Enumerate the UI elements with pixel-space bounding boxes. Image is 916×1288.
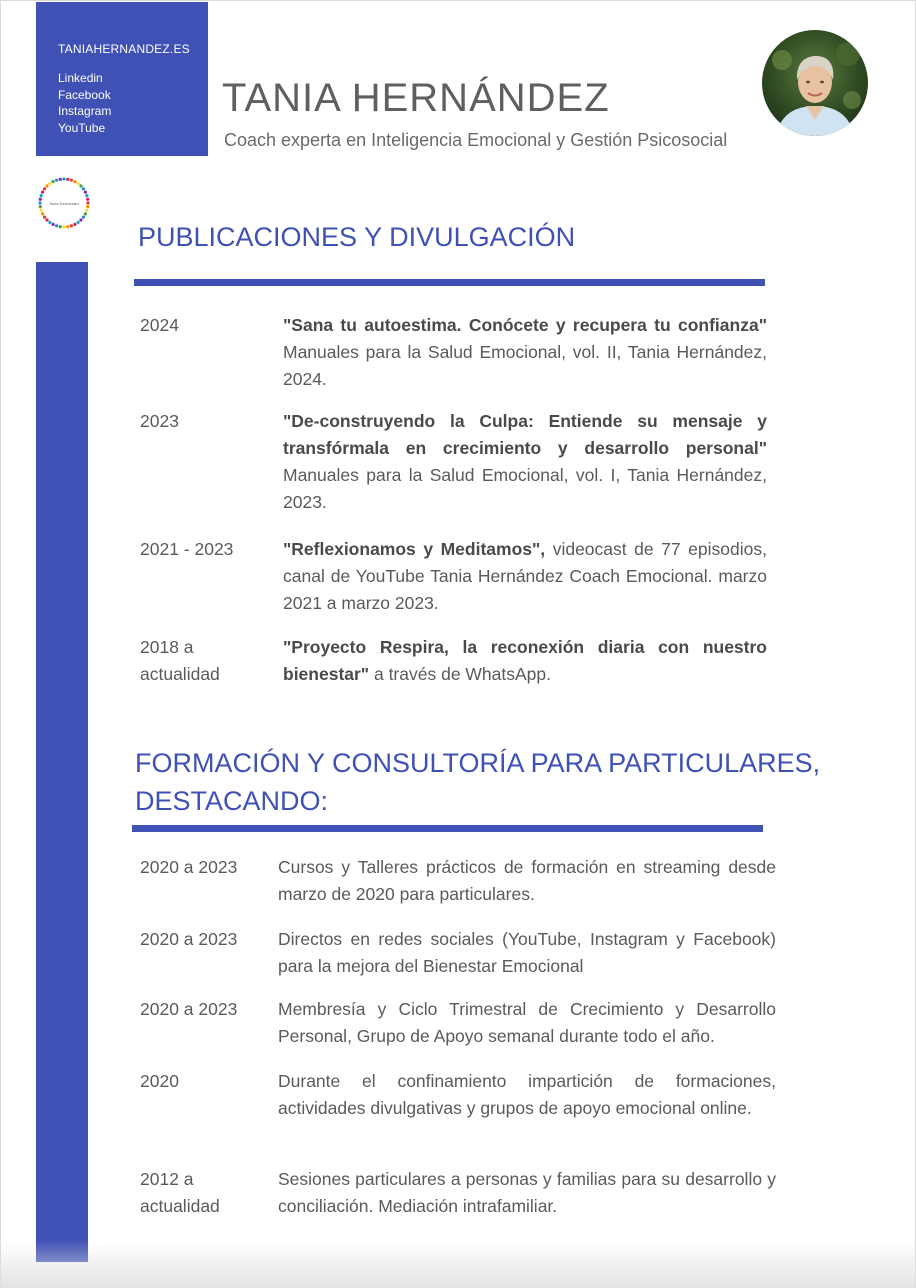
logo-text: Tania Hernández [48, 201, 80, 206]
entry-description: Membresía y Ciclo Trimestral de Crecimiento y Desarrollo Personal, Grupo de Apoyo semanal durante todo el año. [278, 999, 776, 1046]
list-item [0, 854, 916, 910]
logo-dot [84, 212, 87, 215]
logo-dot [85, 209, 88, 212]
entry-description: Durante el confinamiento impartición de formaciones, actividades divulgativas y grupos de apoyo emocional online. [278, 1071, 776, 1118]
entry-detail: videocast de 77 episodios, canal de YouTube Tania Hernández Coach Emocional. marzo 2021 a marzo 2023. [283, 539, 767, 613]
entry-description: Directos en redes sociales (YouTube, Instagram y Facebook) para la mejora del Bienestar Emocional [278, 929, 776, 976]
section-rule [134, 279, 765, 286]
logo-dot [45, 218, 48, 221]
section-title-line: FORMACIÓN Y CONSULTORÍA PARA PARTICULARES, [135, 748, 821, 778]
logo-dot [43, 187, 46, 190]
logo-dot [77, 221, 80, 224]
list-item [0, 1068, 916, 1150]
bottom-shade [0, 1240, 916, 1288]
person-name: TANIA HERNÁNDEZ [222, 76, 610, 120]
logo-dot [62, 225, 65, 228]
logo-dot [39, 198, 42, 201]
logo-dot [82, 187, 85, 190]
logo-dot [45, 184, 48, 187]
logo-dot [86, 205, 89, 208]
brand-logo [36, 175, 92, 231]
entry-year: 2018 a actualidad [140, 637, 220, 684]
logo-dot [52, 223, 55, 226]
logo-dot [48, 221, 51, 224]
logo-dot [77, 182, 80, 185]
entry-detail: Manuales para la Salud Emocional, vol. II, Tania Hernández, 2024. [283, 342, 767, 389]
entry-year: 2020 [140, 1071, 179, 1091]
entry-year: 2024 [140, 315, 179, 335]
logo-dot [48, 182, 51, 185]
logo-dot [52, 180, 55, 183]
section-title-line: DESTACANDO: [135, 786, 329, 816]
entry-title: "Proyecto Respira, la reconexión diaria con nuestro bienestar" [283, 637, 767, 684]
entry-title: "Sana tu autoestima. Conócete y recupera tu confianza" [283, 315, 767, 335]
logo-dot [73, 223, 76, 226]
entry-description: Cursos y Talleres prácticos de formación en streaming desde marzo de 2020 para particulares. [278, 857, 776, 904]
entry-year: 2020 a 2023 [140, 999, 238, 1019]
logo-dot [62, 177, 65, 180]
logo-dot [38, 201, 41, 204]
list-item [0, 312, 916, 394]
flower-ring-icon [36, 175, 92, 231]
logo-dot [86, 198, 89, 201]
logo-dot [66, 178, 69, 181]
linkedin-link[interactable]: Linkedin [58, 71, 103, 85]
youtube-link[interactable]: YouTube [58, 120, 106, 135]
list-item [0, 996, 916, 1052]
website-link[interactable]: TANIAHERNANDEZ.ES [58, 42, 190, 56]
instagram-link[interactable]: Instagram [58, 104, 112, 118]
logo-dot [39, 205, 42, 208]
facebook-link[interactable]: Facebook [58, 87, 111, 102]
entry-year: 2023 [140, 411, 179, 431]
list-item [0, 926, 916, 982]
logo-dot [55, 224, 58, 227]
logo-dot [86, 201, 89, 204]
entry-year: 2020 a 2023 [140, 857, 238, 877]
logo-dot [84, 191, 87, 194]
entry-year: 2021 - 2023 [140, 539, 234, 559]
logo-dot [70, 179, 73, 182]
logo-dot [41, 212, 44, 215]
logo-dot [41, 191, 44, 194]
person-subtitle: Coach experta en Inteligencia Emocional y Gestión Psicosocial [224, 130, 728, 150]
logo-dot [66, 225, 69, 228]
logo-dot [79, 218, 82, 221]
section-title-training [135, 744, 820, 820]
entry-description [283, 536, 767, 617]
logo-dot [70, 224, 73, 227]
logo-dot [59, 178, 62, 181]
logo-dot [79, 184, 82, 187]
logo-dot [73, 180, 76, 183]
list-item [0, 536, 916, 618]
logo-dot [85, 194, 88, 197]
entry-title: "De-construyendo la Culpa: Entiende su mensaje y transfórmala en crecimiento y desarrollo personal" [283, 411, 767, 458]
logo-dot [40, 194, 43, 197]
logo-dot [40, 209, 43, 212]
logo-dot [82, 216, 85, 219]
entry-year: 2020 a 2023 [140, 929, 238, 949]
entry-title: "Reflexionamos y Meditamos", [283, 539, 546, 559]
list-item [0, 408, 916, 518]
logo-dot [59, 225, 62, 228]
entry-year: 2012 a actualidad [140, 1169, 220, 1216]
entry-detail: a través de WhatsApp. [369, 664, 552, 684]
entry-description [283, 634, 767, 688]
avatar [762, 30, 868, 136]
section-rule [132, 825, 763, 832]
contact-box [36, 2, 208, 156]
entry-description [283, 312, 767, 393]
entry-description: Sesiones particulares a personas y familias para su desarrollo y conciliación. Mediación intrafamiliar. [278, 1169, 776, 1216]
list-item [0, 634, 916, 690]
entry-detail: Manuales para la Salud Emocional, vol. I, Tania Hernández, 2023. [283, 465, 767, 512]
profile-photo-icon [762, 30, 868, 136]
logo-dot [43, 216, 46, 219]
section-title-publications: PUBLICACIONES Y DIVULGACIÓN [138, 222, 576, 252]
list-item [0, 1166, 916, 1222]
logo-dot [55, 179, 58, 182]
entry-description [283, 408, 767, 516]
